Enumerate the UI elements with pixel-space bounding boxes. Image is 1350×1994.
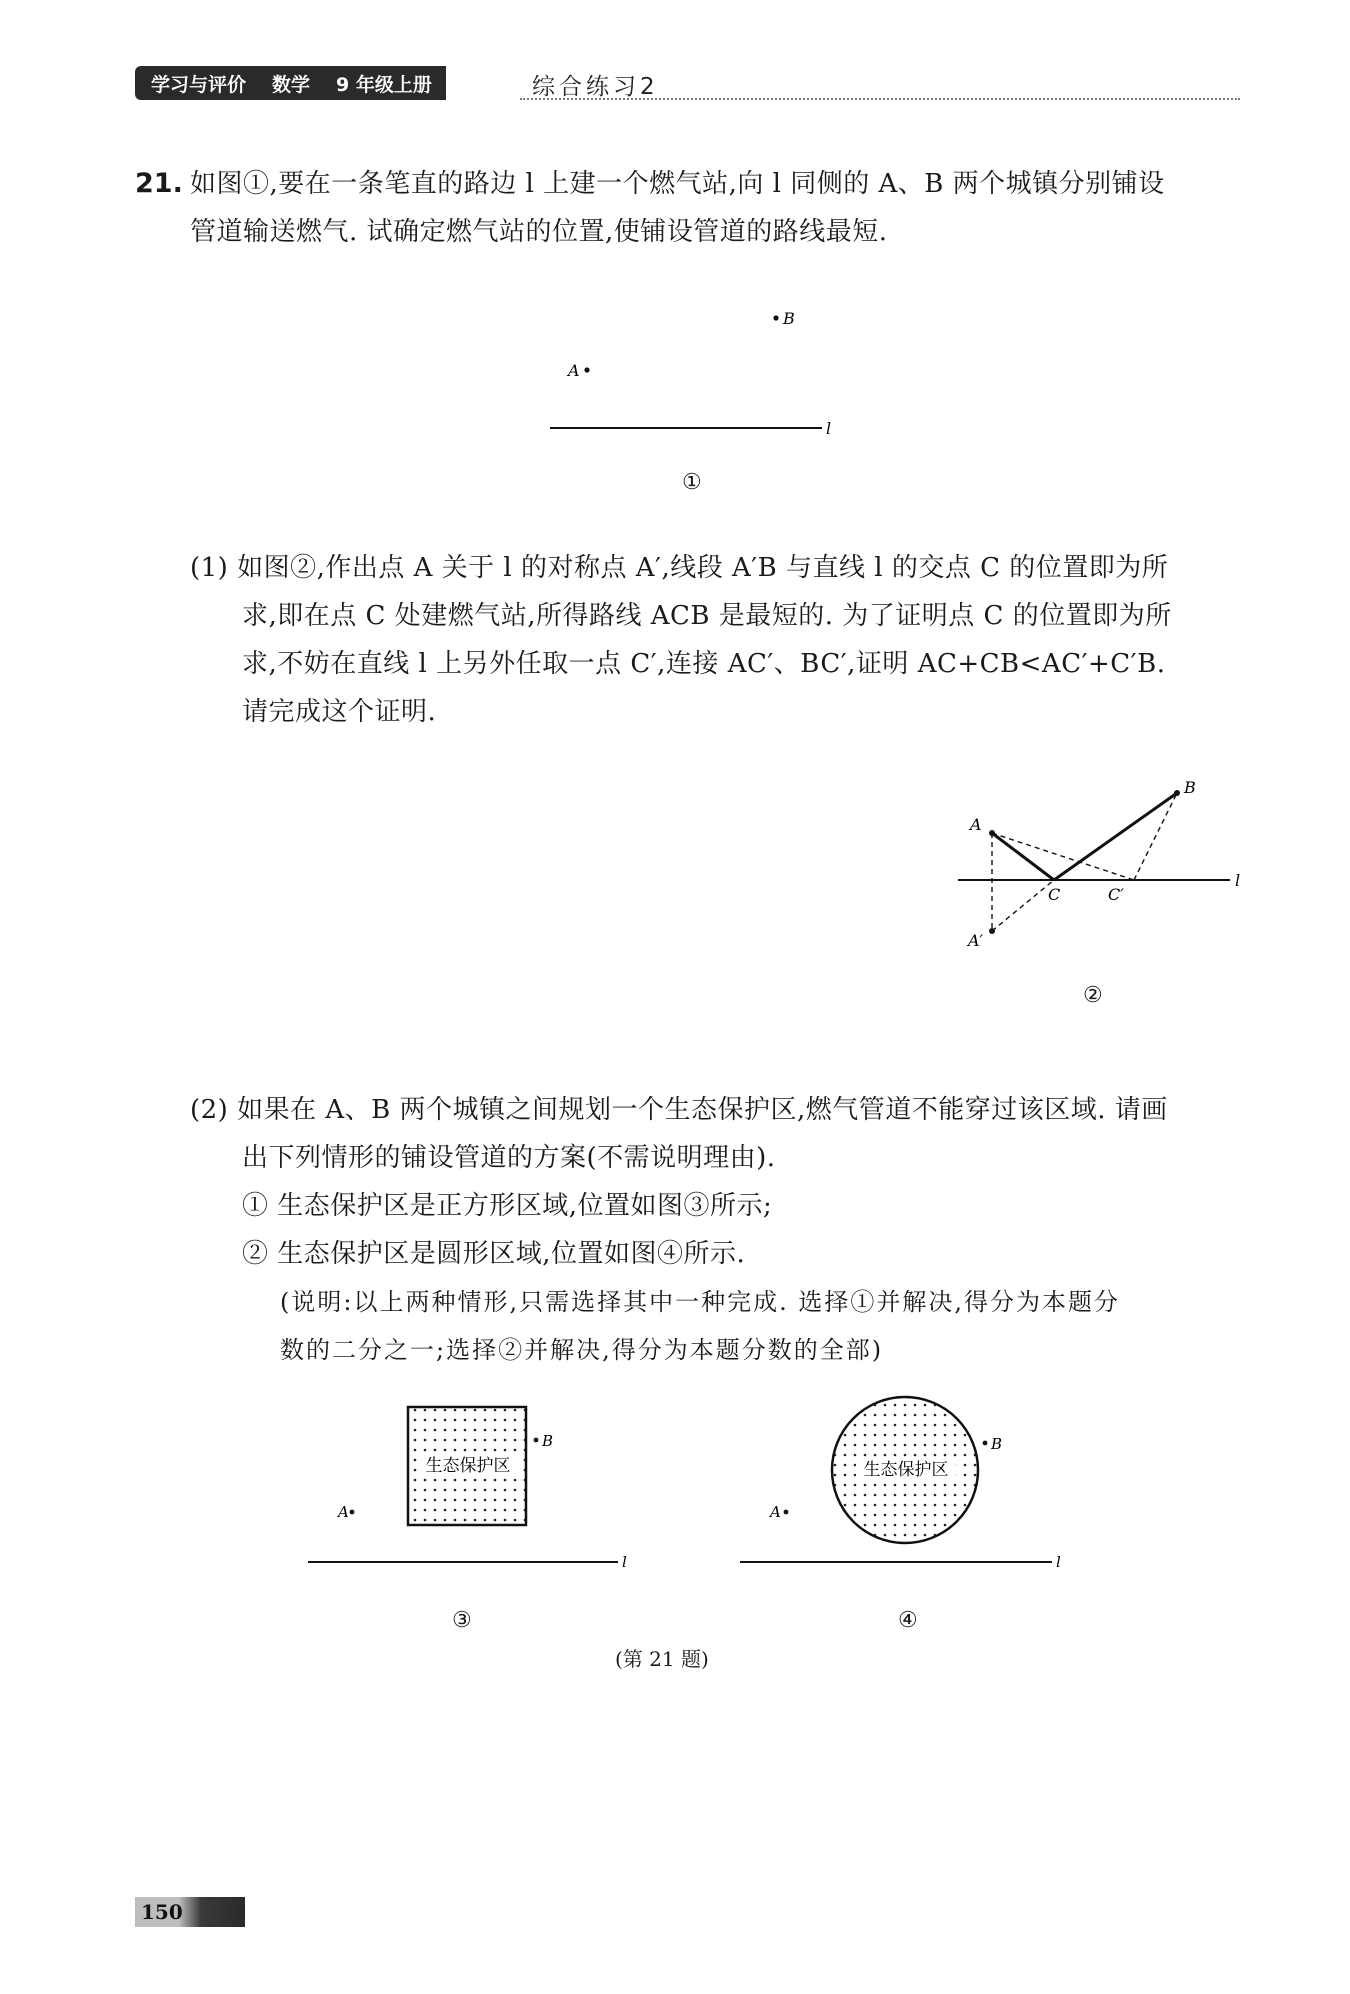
part-2-line: (2) 如果在 A、B 两个城镇之间规划一个生态保护区,燃气管道不能穿过该区域. 请画: [190, 1095, 1168, 1125]
point-b: [534, 1438, 539, 1443]
book-series: 学习与评价: [151, 73, 247, 96]
figure-caption: (第 21 题): [615, 1647, 709, 1671]
figure-3-number: ③: [452, 1608, 472, 1633]
intro-line: 管道输送燃气. 试确定燃气站的位置,使铺设管道的路线最短.: [190, 217, 888, 247]
label-b: B: [542, 1432, 554, 1450]
point-a-prime: [989, 928, 995, 934]
point-a: [784, 1510, 789, 1515]
figure-4: [740, 1390, 1080, 1585]
zone-label: 生态保护区: [425, 1456, 511, 1476]
part-1-line: 请完成这个证明.: [242, 697, 437, 727]
label-l: l: [622, 1553, 627, 1571]
point-a: [584, 367, 589, 372]
label-a-prime: A′: [968, 931, 984, 950]
page-number: 150: [135, 1897, 245, 1927]
segment-a-prime-c: [992, 880, 1054, 931]
label-l: l: [1235, 871, 1241, 890]
label-l: l: [1056, 1553, 1061, 1571]
figure-3: [300, 1395, 640, 1585]
point-b: [1174, 790, 1180, 796]
point-a: [350, 1510, 355, 1515]
figure-4-number: ④: [898, 1608, 918, 1633]
label-a: A: [338, 1503, 349, 1521]
problem-number: 21.: [135, 168, 183, 199]
label-b: B: [991, 1435, 1003, 1453]
part-1-line: 求,不妨在直线 l 上另外任取一点 C′,连接 AC′、BC′,证明 AC+CB<AC′+C′B.: [242, 649, 1166, 679]
book-grade: 9 年级上册: [336, 73, 432, 96]
part-1-line: 求,即在点 C 处建燃气站,所得路线 ACB 是最短的. 为了证明点 C 的位置即为所: [242, 601, 1172, 631]
part-1-line: (1) 如图②,作出点 A 关于 l 的对称点 A′,线段 A′B 与直线 l 的交点 C 的位置即为所: [190, 553, 1169, 583]
segment-cb: [1054, 793, 1177, 880]
scoring-note: [280, 1278, 1120, 1374]
part-2-line: ② 生态保护区是圆形区域,位置如图④所示.: [242, 1239, 746, 1269]
point-a: [989, 830, 995, 836]
figure-1: [540, 300, 840, 440]
label-a: A: [568, 361, 580, 380]
figure-2-number: ②: [1083, 983, 1103, 1008]
book-subject: 数学: [272, 73, 311, 96]
part-2-text: [190, 1086, 1168, 1278]
segment-c-prime-b: [1134, 793, 1177, 880]
zone-label: 生态保护区: [863, 1460, 949, 1480]
segment-ac: [992, 833, 1054, 880]
label-b: B: [783, 309, 795, 328]
note-line: (说明:以上两种情形,只需选择其中一种完成. 选择①并解决,得分为本题分: [280, 1288, 1120, 1316]
part-1-text: [190, 544, 1172, 736]
book-title-bar: [135, 66, 446, 100]
section-title: 综合练习2: [532, 74, 659, 100]
label-b: B: [1184, 778, 1196, 797]
figure-2: [940, 755, 1260, 955]
part-2-line: 出下列情形的铺设管道的方案(不需说明理由).: [242, 1143, 776, 1173]
figure-1-number: ①: [682, 470, 702, 495]
label-c-prime: C′: [1108, 885, 1124, 904]
part-2-line: ① 生态保护区是正方形区域,位置如图③所示;: [242, 1191, 773, 1221]
point-b: [773, 315, 778, 320]
problem-intro: [190, 160, 1165, 256]
label-a: A: [770, 1503, 781, 1521]
label-l: l: [826, 419, 832, 438]
intro-line: 如图①,要在一条笔直的路边 l 上建一个燃气站,向 l 同侧的 A、B 两个城镇分别铺设: [190, 169, 1165, 199]
label-c: C: [1048, 885, 1061, 904]
point-b: [983, 1441, 988, 1446]
header-divider: [520, 98, 1240, 100]
label-a: A: [970, 815, 982, 834]
note-line: 数的二分之一;选择②并解决,得分为本题分数的全部): [280, 1336, 884, 1364]
